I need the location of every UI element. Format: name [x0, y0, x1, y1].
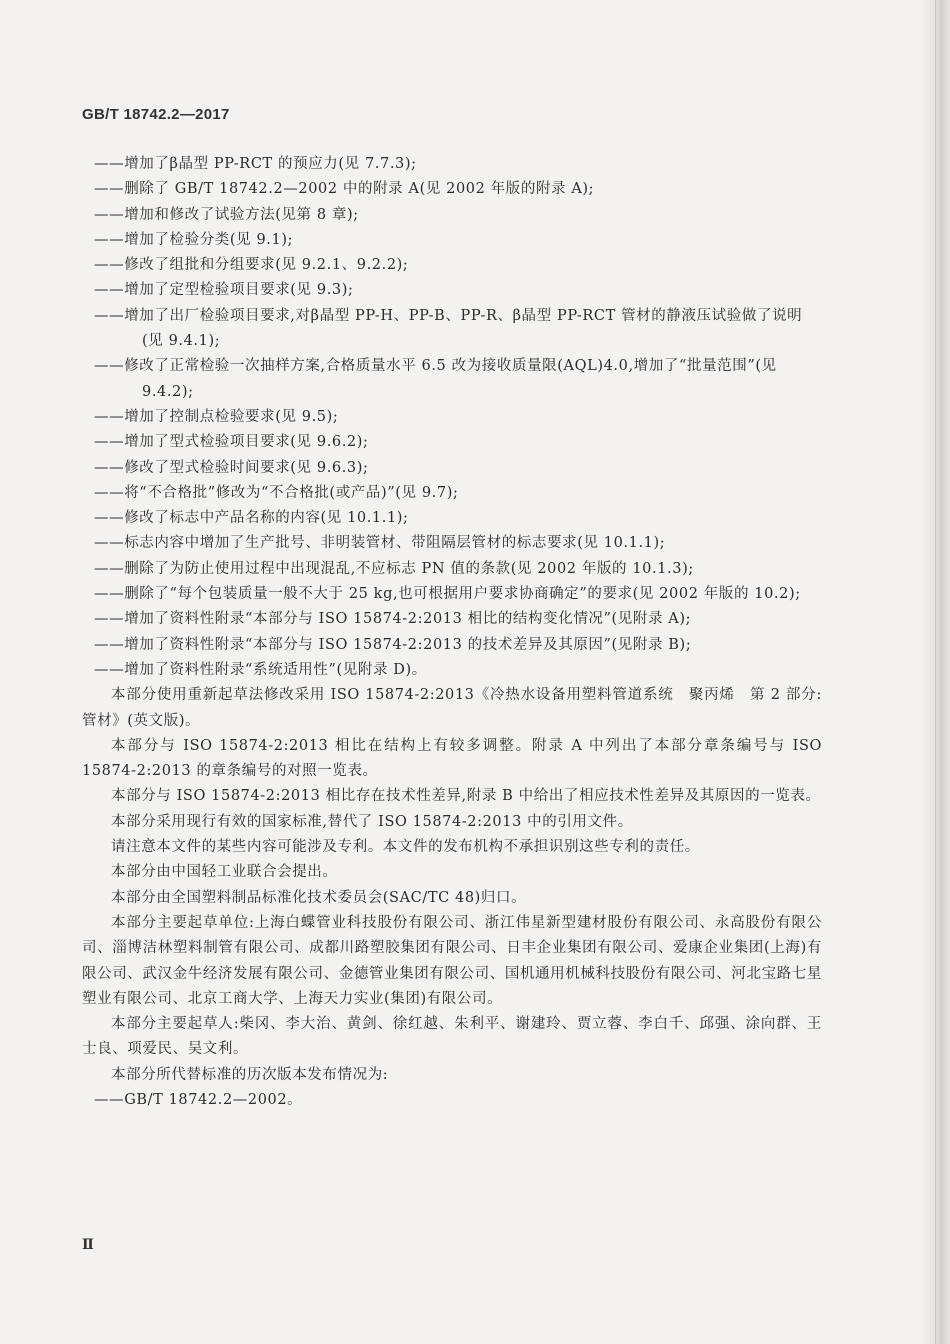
change-item: ——增加了定型检验项目要求(见 9.3);: [94, 282, 354, 299]
change-item: ——将“不合格批”修改为“不合格批(或产品)”(见 9.7);: [94, 484, 459, 501]
foreword-paragraph: 本部分与 ISO 15874-2:2013 相比存在技术性差异,附录 B 中给出了相应技术性差异及其原因的一览表。: [111, 788, 821, 805]
page-number: Ⅱ: [82, 1237, 94, 1253]
change-item: ——增加了资料性附录“系统适用性”(见附录 D)。: [94, 661, 427, 678]
change-item: ——删除了 GB/T 18742.2—2002 中的附录 A(见 2002 年版的附录 A);: [94, 181, 595, 198]
foreword-paragraph: 本部分所代替标准的历次版本发布情况为:: [111, 1066, 389, 1083]
change-item: ——增加了资料性附录“本部分与 ISO 15874-2:2013 的技术差异及其原因”(见附录 B);: [94, 636, 692, 653]
change-item: ——增加了β晶型 PP-RCT 的预应力(见 7.7.3);: [94, 156, 417, 172]
foreword-paragraph: 本部分由全国塑料制品标准化技术委员会(SAC/TC 48)归口。: [111, 889, 527, 906]
change-item: ——增加了型式检验项目要求(见 9.6.2);: [94, 434, 369, 451]
change-item: ——增加了资料性附录“本部分与 ISO 15874-2:2013 相比的结构变化情况”(见附录 A);: [94, 611, 692, 628]
foreword-paragraph: 本部分由中国轻工业联合会提出。: [111, 864, 338, 881]
foreword-paragraph: 本部分主要起草单位:上海白蝶管业科技股份有限公司、浙江伟星新型建材股份有限公司、永高股份有限公司、淄博洁林塑料制管有限公司、成都川路塑胶集团有限公司、日丰企业集团有限公司、爱康企业集团(上海)有限公司、武汉金牛经济发展有限公司、金德管业集团有限公司、国机通用机械科技股份有限公司、河北宝路七星塑业有限公司、北京工商大学、上海天力实业(集团)有限公司。: [82, 914, 822, 1007]
change-item: ——增加了出厂检验项目要求,对β晶型 PP-H、PP-B、PP-R、β晶型 PP-RCT 管材的静液压试验做了说明(见 9.4.1);: [94, 307, 803, 350]
change-item: ——修改了正常检验一次抽样方案,合格质量水平 6.5 改为接收质量限(AQL)4.0,增加了“批量范围”(见 9.4.2);: [94, 358, 777, 400]
change-item: ——删除了为防止使用过程中出现混乱,不应标志 PN 值的条款(见 2002 年版的 10.1.3);: [94, 560, 694, 577]
history-item: ——GB/T 18742.2—2002。: [94, 1091, 303, 1108]
change-item: ——增加了检验分类(见 9.1);: [94, 231, 294, 248]
foreword-body: [82, 152, 822, 1113]
change-item: ——修改了组批和分组要求(见 9.2.1、9.2.2);: [94, 257, 409, 274]
change-item: ——增加了控制点检验要求(见 9.5);: [94, 408, 339, 425]
page-edge-line: [935, 0, 936, 1344]
page-edge-shadow: [922, 0, 950, 1344]
foreword-paragraph: 本部分主要起草人:柴冈、李大治、黄剑、徐红越、朱利平、谢建玲、贾立蓉、李白千、邱强、涂向群、王士良、项爱民、吴文利。: [82, 1016, 822, 1058]
foreword-paragraph: 本部分与 ISO 15874-2:2013 相比在结构上有较多调整。附录 A 中列出了本部分章条编号与 ISO 15874-2:2013 的章条编号的对照一览表。: [82, 737, 822, 780]
change-item: ——修改了标志中产品名称的内容(见 10.1.1);: [94, 510, 409, 527]
change-item: ——标志内容中增加了生产批号、非明装管材、带阻隔层管材的标志要求(见 10.1.1);: [94, 535, 666, 552]
foreword-paragraph: 本部分采用现行有效的国家标准,替代了 ISO 15874-2:2013 中的引用文件。: [111, 813, 633, 830]
foreword-paragraph: 本部分使用重新起草法修改采用 ISO 15874-2:2013《冷热水设备用塑料管道系统 聚丙烯 第 2 部分:管材》(英文版)。: [82, 687, 822, 729]
change-item: ——修改了型式检验时间要求(见 9.6.3);: [94, 459, 369, 476]
foreword-paragraph: 请注意本文件的某些内容可能涉及专利。本文件的发布机构不承担识别这些专利的责任。: [111, 839, 700, 856]
change-item: ——增加和修改了试验方法(见第 8 章);: [94, 206, 359, 223]
change-item: ——删除了“每个包装质量一般不大于 25 kg,也可根据用户要求协商确定”的要求(见 2002 年版的 10.2);: [94, 586, 801, 603]
standard-number-header: GB/T 18742.2—2017: [82, 106, 230, 123]
